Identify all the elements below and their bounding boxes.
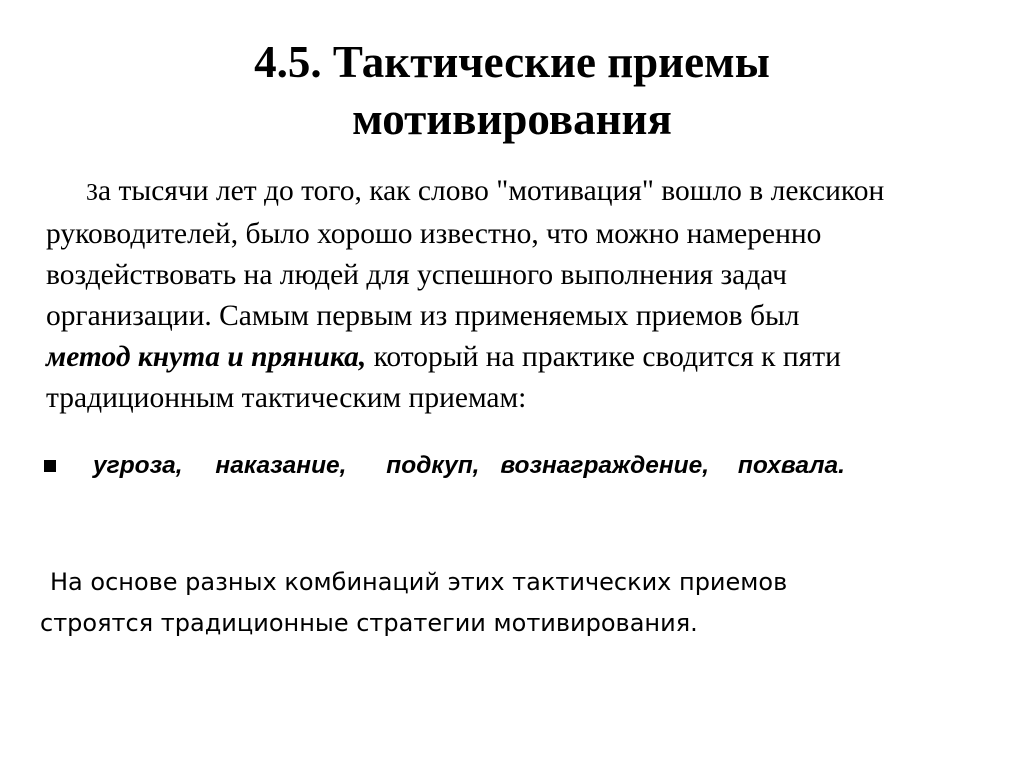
title-line-2: мотивирования [352,94,672,144]
tactic-item: вознаграждение, [500,452,710,479]
paragraph-line-2: руководителей, было хорошо известно, что можно намеренно [46,218,822,250]
paragraph-line-6: традиционным тактическим приемам: [46,382,527,414]
paragraph-line-3: воздействовать на людей для успешного выполнения задач [46,259,787,291]
conclusion-line-1: На основе разных комбинаций этих тактических приемов [50,568,788,596]
paragraph-initial: З [86,180,99,206]
square-bullet-icon [44,460,56,472]
intro-paragraph [46,171,1006,419]
tactic-item: угроза, [93,452,183,479]
paragraph-line-1-text: а тысячи лет до того, как слово "мотивация" вошло в лексикон [98,175,885,207]
paragraph-line-4: организации. Самым первым из применяемых приемов был [46,300,800,332]
tactics-bullet [44,448,845,484]
tactics-list [93,452,845,480]
tactic-item: подкуп, [386,452,480,479]
paragraph-line-5-text: который на практике сводится к пяти [366,341,841,373]
paragraph-line-1 [46,171,1006,214]
paragraph-line-5 [46,337,1006,378]
slide-title [0,34,1024,148]
conclusion-line-2: строятся традиционные стратегии мотивирования. [40,609,698,637]
method-emphasis: метод кнута и пряника, [46,341,367,373]
tactic-item: похвала. [737,452,845,479]
title-line-1: 4.5. Тактические приемы [254,37,770,87]
tactic-item: наказание, [215,452,347,479]
conclusion-paragraph [40,562,1000,644]
